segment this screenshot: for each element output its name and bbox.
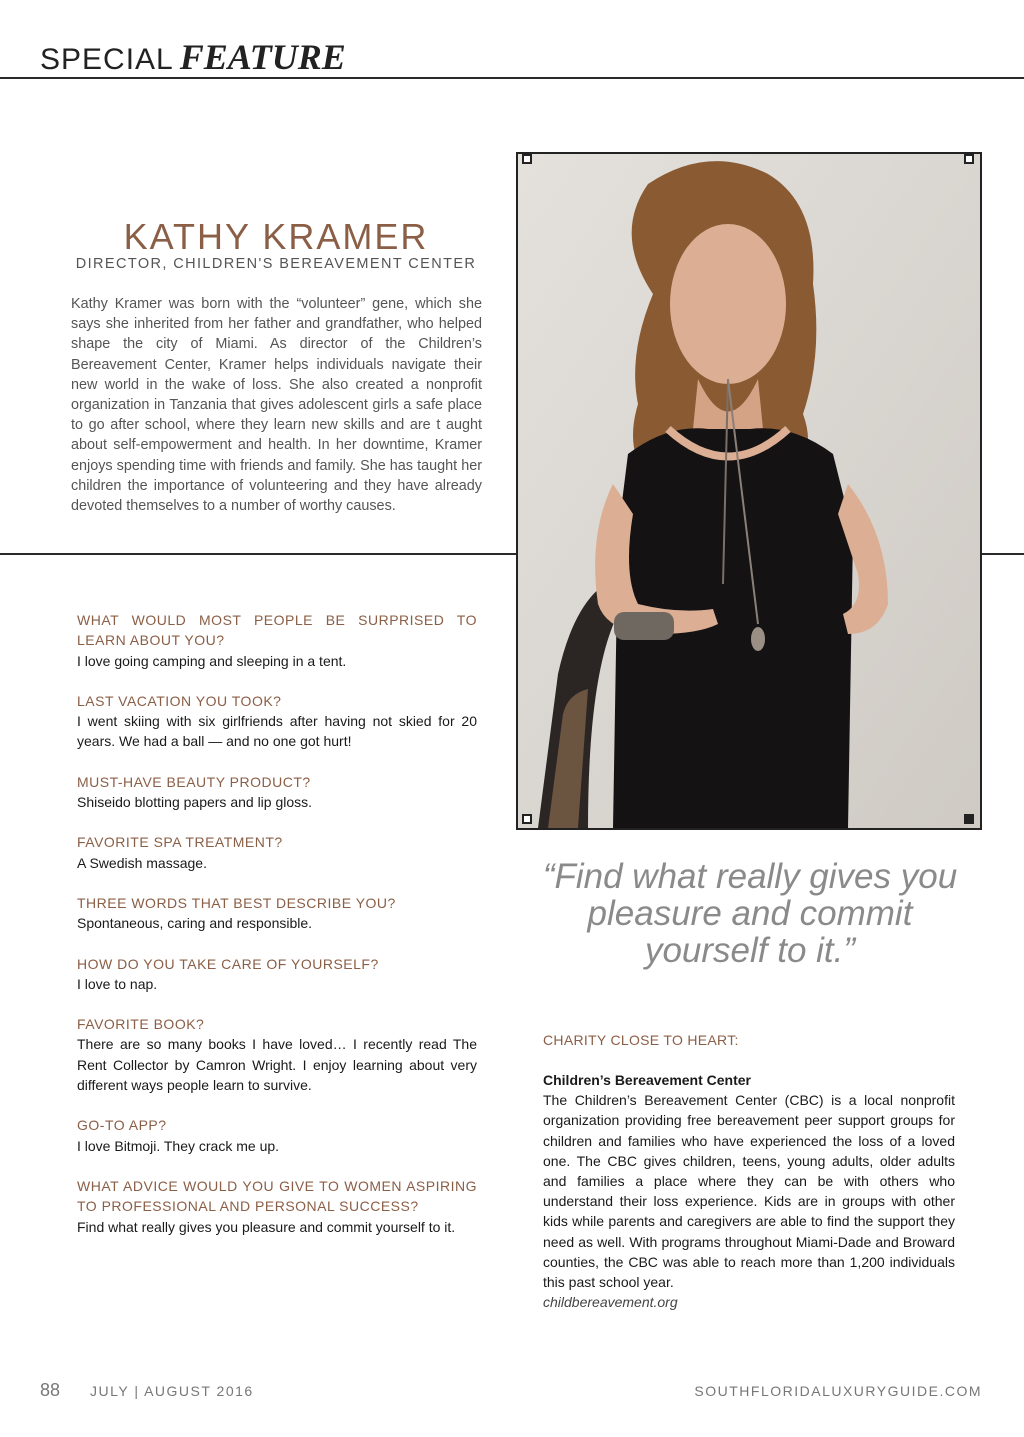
- profile-bio: Kathy Kramer was born with the “volunteer” gene, which she says she inherited from her father and grandfather, who helped shape the city of Miami. As director of the Children’s Bereavement Center, Kramer helps individuals navigate their new world in the wake of loss. She also created a nonprofit organization in Tanzania that gives adolescent girls a safe place to go after school, where they learn new skills and are t aught about self-empowerment and health. In her downtime, Kramer enjoys spending time with friends and family. She has taught her children the importance of volunteering and they have already devoted themselves to a number of worthy causes.: [71, 296, 482, 515]
- pull-quote: “Find what really gives you pleasure and commit yourself to it.”: [542, 857, 958, 970]
- qa-question: MUST-HAVE BEAUTY PRODUCT?: [77, 773, 311, 790]
- section-divider-left: [0, 553, 516, 555]
- profile-role: DIRECTOR, CHILDREN'S BEREAVEMENT CENTER: [75, 256, 477, 272]
- qa-item: [77, 691, 477, 752]
- qa-question: HOW DO YOU TAKE CARE OF YOURSELF?: [77, 955, 379, 972]
- qa-answer: I love Bitmoji. They crack me up.: [77, 1137, 280, 1154]
- frame-corner-ornament: [522, 814, 532, 824]
- charity-name: Children’s Bereavement Center: [543, 1072, 751, 1088]
- portrait-photo: [516, 152, 982, 830]
- qa-answer: I love to nap.: [77, 975, 158, 992]
- charity-description: The Children’s Bereavement Center (CBC) is a local nonprofit organization providing free bereavement peer support groups for children and families who have experienced the loss of a loved one. The CBC gives children, teens, young adults, older adults and families a place where they can be with others who understand their loss experience. Kids are in groups with other kids while parents and caregivers are able to find the support they need as well. With programs throughout Miami-Dade and Broward counties, the CBC was able to reach more than 1,200 individuals this past school year.: [543, 1092, 955, 1291]
- qa-answer: Shiseido blotting papers and lip gloss.: [77, 794, 313, 811]
- qa-item: [77, 954, 477, 995]
- qa-item: [77, 610, 477, 671]
- qa-answer: Spontaneous, caring and responsible.: [77, 915, 313, 932]
- qa-item: [77, 772, 477, 813]
- header-special: SPECIAL: [40, 43, 174, 76]
- section-header: [40, 36, 346, 78]
- qa-question: FAVORITE SPA TREATMENT?: [77, 834, 283, 851]
- issue-date: JULY | AUGUST 2016: [90, 1383, 254, 1399]
- charity-title: CHARITY CLOSE TO HEART:: [543, 1032, 739, 1048]
- portrait-illustration: [518, 154, 980, 828]
- qa-item: [77, 1014, 477, 1095]
- qa-answer: A Swedish massage.: [77, 854, 207, 871]
- qa-question: FAVORITE BOOK?: [77, 1016, 205, 1033]
- charity-section: [543, 1030, 955, 1312]
- website-url[interactable]: SOUTHFLORIDALUXURYGUIDE.COM: [694, 1383, 982, 1399]
- qa-question: GO-TO APP?: [77, 1117, 167, 1134]
- qa-question: THREE WORDS THAT BEST DESCRIBE YOU?: [77, 894, 396, 911]
- qa-question: WHAT ADVICE WOULD YOU GIVE TO WOMEN ASPIRING TO PROFESSIONAL AND PERSONAL SUCCESS?: [77, 1177, 477, 1215]
- header-feature: FEATURE: [179, 37, 346, 77]
- frame-corner-ornament: [522, 154, 532, 164]
- header-divider: [0, 77, 1024, 79]
- frame-corner-ornament: [964, 814, 974, 824]
- qa-answer: I went skiing with six girlfriends after having not skied for 20 years. We had a ball — and no one got hurt!: [77, 713, 477, 750]
- qa-question: WHAT WOULD MOST PEOPLE BE SURPRISED TO LEARN ABOUT YOU?: [77, 612, 477, 649]
- page-number: 88: [40, 1380, 61, 1400]
- profile-name: KATHY KRAMER: [123, 216, 429, 258]
- qa-item: [77, 1176, 477, 1237]
- qa-question: LAST VACATION YOU TOOK?: [77, 692, 282, 709]
- qa-item: [77, 1115, 477, 1156]
- qa-list: [77, 610, 477, 1257]
- charity-link[interactable]: childbereavement.org: [543, 1294, 678, 1311]
- frame-corner-ornament: [964, 154, 974, 164]
- qa-item: [77, 893, 477, 934]
- qa-answer: Find what really gives you pleasure and commit yourself to it.: [77, 1218, 456, 1235]
- qa-item: [77, 832, 477, 873]
- qa-answer: I love going camping and sleeping in a tent.: [77, 652, 347, 669]
- section-divider-right: [982, 553, 1024, 555]
- qa-answer: There are so many books I have loved… I recently read The Rent Collector by Camron Wright. I enjoy learning about very different ways people learn to survive.: [77, 1036, 477, 1094]
